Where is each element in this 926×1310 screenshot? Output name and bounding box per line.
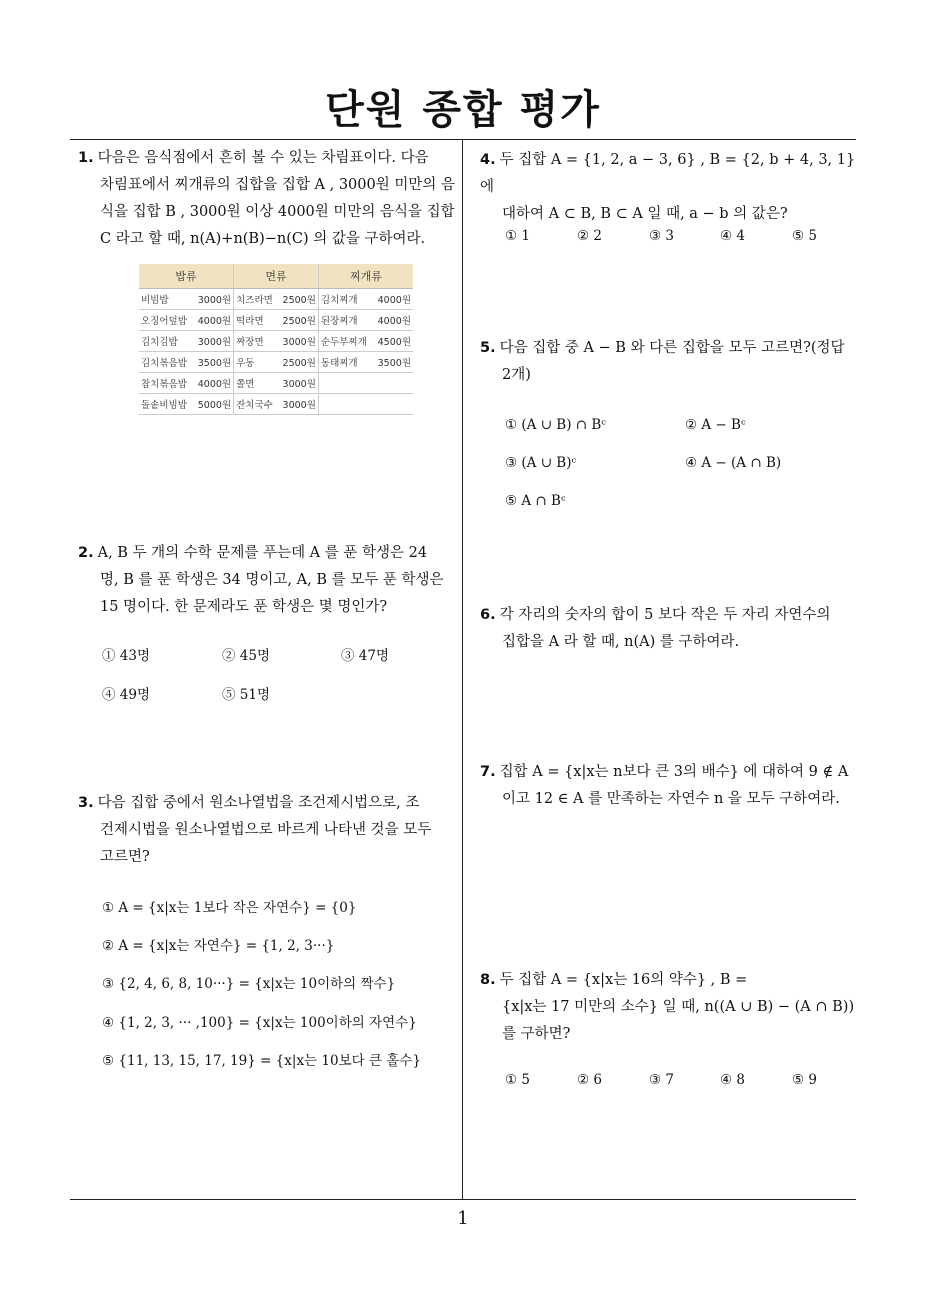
table-cell [234, 310, 319, 331]
question-4 [480, 147, 860, 228]
question-number: 6. [480, 607, 496, 623]
question-text: 대하여 A ⊂ B, B ⊂ A 일 때, a − b 의 값은? [502, 206, 788, 222]
choice-item[interactable]: ⑤ 9 [792, 1072, 817, 1088]
table-cell [139, 331, 234, 352]
menu-item-price: 3000원 [197, 337, 232, 348]
table-cell [139, 394, 234, 415]
menu-item-name: 김치찌개 [320, 295, 358, 306]
menu-item-price: 4000원 [197, 316, 232, 327]
choice-item[interactable]: ③ 47명 [341, 648, 390, 664]
choice-item[interactable]: ④ A − (A ∩ B) [685, 455, 782, 471]
menu-item-name: 치즈라면 [236, 295, 273, 306]
menu-item-name: 우동 [236, 358, 255, 369]
table-header: 찌개류 [318, 264, 413, 289]
question-2 [78, 540, 456, 621]
choice-item[interactable]: ① 43명 [102, 648, 151, 664]
table-cell [318, 331, 413, 352]
question-text: A, B 두 개의 수학 문제를 푸는데 A 를 푼 학생은 24 [97, 545, 428, 561]
table-row [139, 289, 413, 310]
choice-item[interactable]: ⑤ A ∩ Bᶜ [505, 493, 566, 509]
menu-item-price: 3500원 [377, 358, 411, 369]
table-row [139, 352, 413, 373]
menu-item-name: 오징어덮밥 [141, 316, 187, 327]
table-header: 밥류 [139, 264, 234, 289]
question-6 [480, 602, 860, 656]
question-text: 식을 집합 B , 3000원 이상 4000원 미만의 음식을 집합 [100, 204, 455, 220]
question-text: 두 집합 A = {x|x는 16의 약수} , B = [499, 972, 748, 988]
table-cell [318, 289, 413, 310]
choice-item[interactable]: ② 6 [577, 1072, 602, 1088]
choice-item[interactable]: ① A = {x|x는 1보다 작은 자연수} = {0} [102, 900, 357, 916]
choice-item[interactable]: ③ 7 [649, 1072, 674, 1088]
table-cell [234, 373, 319, 394]
table-cell [234, 289, 319, 310]
question-text: 15 명이다. 한 문제라도 푼 학생은 몇 명인가? [100, 599, 388, 615]
menu-item-price: 3000원 [282, 400, 316, 411]
table-cell [139, 289, 234, 310]
menu-item-price: 2500원 [282, 316, 316, 327]
table-cell [318, 310, 413, 331]
question-number: 1. [78, 150, 94, 166]
question-number: 8. [480, 972, 496, 988]
menu-item-price: 4000원 [377, 316, 411, 327]
question-text: C 라고 할 때, n(A)+n(B)−n(C) 의 값을 구하여라. [100, 231, 426, 247]
choice-item[interactable]: ③ (A ∪ B)ᶜ [505, 455, 577, 471]
table-cell [139, 373, 234, 394]
menu-item-price: 3000원 [282, 379, 316, 390]
table-cell [318, 373, 413, 394]
choice-item[interactable]: ① (A ∪ B) ∩ Bᶜ [505, 417, 606, 433]
choice-item[interactable]: ② A = {x|x는 자연수} = {1, 2, 3···} [102, 938, 335, 954]
table-row [139, 310, 413, 331]
menu-item-name: 돌솥비빔밥 [141, 400, 187, 411]
question-number: 3. [78, 795, 94, 811]
question-1 [78, 145, 456, 253]
menu-table [139, 264, 413, 415]
table-cell [139, 352, 234, 373]
table-cell [234, 352, 319, 373]
question-text: 두 집합 A = {1, 2, a − 3, 6} , B = {2, b + 4, 3, 1} 에 [480, 152, 856, 195]
menu-item-name: 비빔밥 [141, 295, 169, 306]
choice-item[interactable]: ① 5 [505, 1072, 530, 1088]
question-text: 다음은 음식점에서 흔히 볼 수 있는 차림표이다. 다음 [97, 150, 429, 166]
menu-item-name: 쫄면 [236, 379, 255, 390]
question-text: 각 자리의 숫자의 합이 5 보다 작은 두 자리 자연수의 [499, 607, 831, 623]
question-text: 이고 12 ∈ A 를 만족하는 자연수 n 을 모두 구하여라. [502, 791, 840, 807]
question-text: 다음 집합 중 A − B 와 다른 집합을 모두 고르면?(정답 [499, 340, 845, 356]
menu-item-name: 김치김밥 [141, 337, 178, 348]
question-number: 5. [480, 340, 496, 356]
bottom-rule [70, 1199, 856, 1200]
menu-item-price: 3000원 [282, 337, 316, 348]
question-text: 명, B 를 푼 학생은 34 명이고, A, B 를 모두 푼 학생은 [100, 572, 444, 588]
menu-item-price: 2500원 [282, 295, 316, 306]
question-3 [78, 790, 456, 871]
menu-item-name: 잔치국수 [236, 400, 273, 411]
table-cell [234, 394, 319, 415]
menu-item-price: 4500원 [377, 337, 411, 348]
table-row [139, 331, 413, 352]
menu-item-name: 떡라면 [236, 316, 264, 327]
menu-item-price: 3000원 [197, 295, 232, 306]
choice-item[interactable]: ⑤ {11, 13, 15, 17, 19} = {x|x는 10보다 큰 홀수} [102, 1053, 421, 1069]
menu-item-name: 동태찌개 [320, 358, 358, 369]
table-header: 면류 [234, 264, 319, 289]
top-rule [70, 139, 856, 140]
choice-item[interactable]: ④ {1, 2, 3, ··· ,100} = {x|x는 100이하의 자연수} [102, 1015, 417, 1031]
choice-item[interactable]: ② 45명 [222, 648, 271, 664]
menu-item-price: 4000원 [197, 379, 232, 390]
menu-item-name: 된장찌개 [320, 316, 358, 327]
choice-item[interactable]: ④ 8 [720, 1072, 745, 1088]
column-divider [462, 139, 463, 1200]
menu-item-name: 순두부찌개 [320, 337, 367, 348]
question-number: 4. [480, 152, 496, 168]
choice-item[interactable]: ② 2 [577, 228, 602, 244]
choice-item[interactable]: ③ 3 [649, 228, 674, 244]
table-cell [139, 310, 234, 331]
question-number: 2. [78, 545, 94, 561]
table-row [139, 373, 413, 394]
choice-item[interactable]: ③ {2, 4, 6, 8, 10···} = {x|x는 10이하의 짝수} [102, 976, 396, 992]
page-title: 단원 종합 평가 [325, 87, 601, 133]
table-cell [318, 352, 413, 373]
choice-item[interactable]: ④ 4 [720, 228, 745, 244]
question-text: 2개) [502, 367, 531, 383]
question-text: {x|x는 17 미만의 소수} 일 때, n((A ∪ B) − (A ∩ B)) [502, 999, 855, 1015]
question-number: 7. [480, 764, 496, 780]
menu-item-name: 참치볶음밥 [141, 379, 187, 390]
menu-item-price: 5000원 [197, 400, 232, 411]
table-cell [234, 331, 319, 352]
question-8 [480, 967, 860, 1048]
menu-item-price: 3500원 [197, 358, 232, 369]
choice-item[interactable]: ① 1 [505, 228, 530, 244]
menu-item-price: 4000원 [377, 295, 411, 306]
choice-item[interactable]: ④ 49명 [102, 687, 151, 703]
page-number: 1 [457, 1208, 469, 1229]
table-cell [318, 394, 413, 415]
table-row [139, 394, 413, 415]
question-5 [480, 335, 860, 389]
question-7 [480, 759, 860, 813]
question-text: 를 구하면? [502, 1026, 571, 1042]
question-text: 건제시법을 원소나열법으로 바르게 나타낸 것을 모두 [100, 822, 432, 838]
question-text: 집합을 A 라 할 때, n(A) 를 구하여라. [502, 634, 740, 650]
choice-item[interactable]: ② A − Bᶜ [685, 417, 746, 433]
menu-item-price: 2500원 [282, 358, 316, 369]
question-text: 차림표에서 찌개류의 집합을 집합 A , 3000원 미만의 음 [100, 177, 455, 193]
choice-item[interactable]: ⑤ 5 [792, 228, 817, 244]
question-text: 집합 A = {x|x는 n보다 큰 3의 배수} 에 대하여 9 ∉ A [499, 764, 849, 780]
menu-item-name: 김치볶음밥 [141, 358, 187, 369]
menu-item-name: 짜장면 [236, 337, 264, 348]
question-text: 고르면? [100, 849, 150, 865]
choice-item[interactable]: ⑤ 51명 [222, 687, 271, 703]
question-text: 다음 집합 중에서 원소나열법을 조건제시법으로, 조 [97, 795, 420, 811]
